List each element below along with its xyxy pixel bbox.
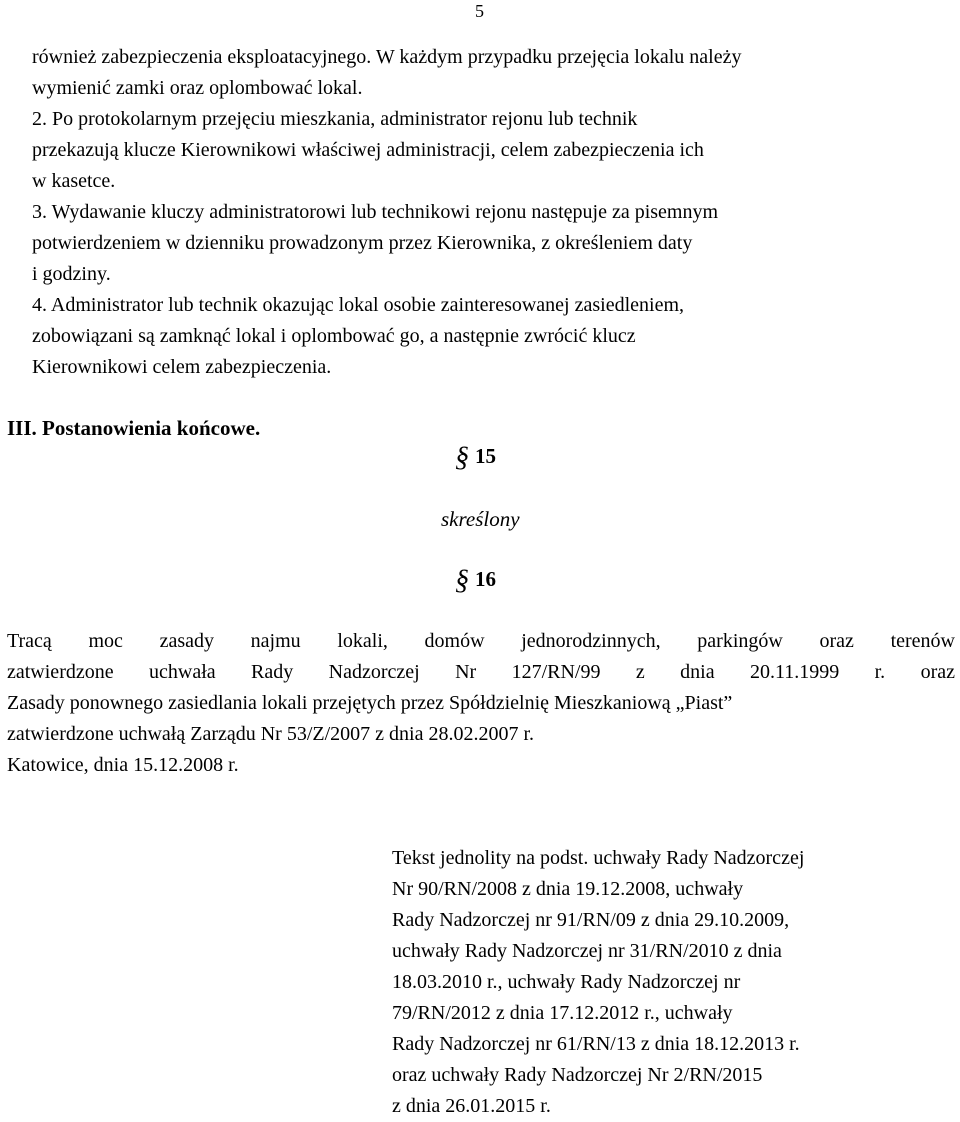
text-line: zatwierdzone uchwała Rady Nadzorczej Nr 127/RN/99 z dnia 20.11.1999 r. oraz <box>7 661 955 683</box>
text-line: przekazują klucze Kierownikowi właściwej administracji, celem zabezpieczenia ich <box>32 139 704 161</box>
note-line: oraz uchwały Rady Nadzorczej Nr 2/RN/2015 <box>392 1064 763 1086</box>
paragraph-number: 15 <box>475 444 496 468</box>
paragraph-15-heading <box>455 441 496 473</box>
consolidated-text-note <box>392 843 952 1122</box>
text-line: zobowiązani są zamknąć lokal i oplombować go, a następnie zwrócić klucz <box>32 325 636 347</box>
paragraph-number: 16 <box>475 567 496 591</box>
note-line: uchwały Rady Nadzorczej nr 31/RN/2010 z dnia <box>392 940 782 962</box>
note-line: Tekst jednolity na podst. uchwały Rady Nadzorczej <box>392 847 805 869</box>
paragraph-symbol: § <box>455 442 469 473</box>
struck-out-note: skreślony <box>441 507 520 531</box>
signature-date: Katowice, dnia 15.12.2008 r. <box>7 754 239 776</box>
paragraph-symbol: § <box>455 565 469 596</box>
procedure-points <box>32 42 937 383</box>
text-line: 2. Po protokolarnym przejęciu mieszkania, administrator rejonu lub technik <box>32 108 638 130</box>
paragraph-16-heading <box>455 564 496 596</box>
note-line: z dnia 26.01.2015 r. <box>392 1095 551 1117</box>
page-number: 5 <box>475 1 484 21</box>
note-line: Rady Nadzorczej nr 91/RN/09 z dnia 29.10.2009, <box>392 909 790 931</box>
section-heading: III. Postanowienia końcowe. <box>7 416 261 440</box>
final-provisions <box>7 626 955 781</box>
text-line: w kasetce. <box>32 170 116 192</box>
text-line: potwierdzeniem w dzienniku prowadzonym przez Kierownika, z określeniem daty <box>32 232 693 254</box>
note-line: 79/RN/2012 z dnia 17.12.2012 r., uchwały <box>392 1002 733 1024</box>
text-line: wymienić zamki oraz oplombować lokal. <box>32 77 363 99</box>
text-line: 4. Administrator lub technik okazując lokal osobie zainteresowanej zasiedleniem, <box>32 294 685 316</box>
text-line: Kierownikowi celem zabezpieczenia. <box>32 356 332 378</box>
note-line: Rady Nadzorczej nr 61/RN/13 z dnia 18.12.2013 r. <box>392 1033 800 1055</box>
text-line: 3. Wydawanie kluczy administratorowi lub technikowi rejonu następuje za pisemnym <box>32 201 719 223</box>
note-line: Nr 90/RN/2008 z dnia 19.12.2008, uchwały <box>392 878 744 900</box>
text-line: Zasady ponownego zasiedlania lokali przejętych przez Spółdzielnię Mieszkaniową „Piast” <box>7 692 733 714</box>
text-line: Tracą moc zasady najmu lokali, domów jednorodzinnych, parkingów oraz terenów <box>7 630 955 652</box>
text-line: zatwierdzone uchwałą Zarządu Nr 53/Z/2007 z dnia 28.02.2007 r. <box>7 723 535 745</box>
text-line: i godziny. <box>32 263 111 285</box>
note-line: 18.03.2010 r., uchwały Rady Nadzorczej nr <box>392 971 741 993</box>
text-line: również zabezpieczenia eksploatacyjnego. W każdym przypadku przejęcia lokalu należy <box>32 46 742 68</box>
